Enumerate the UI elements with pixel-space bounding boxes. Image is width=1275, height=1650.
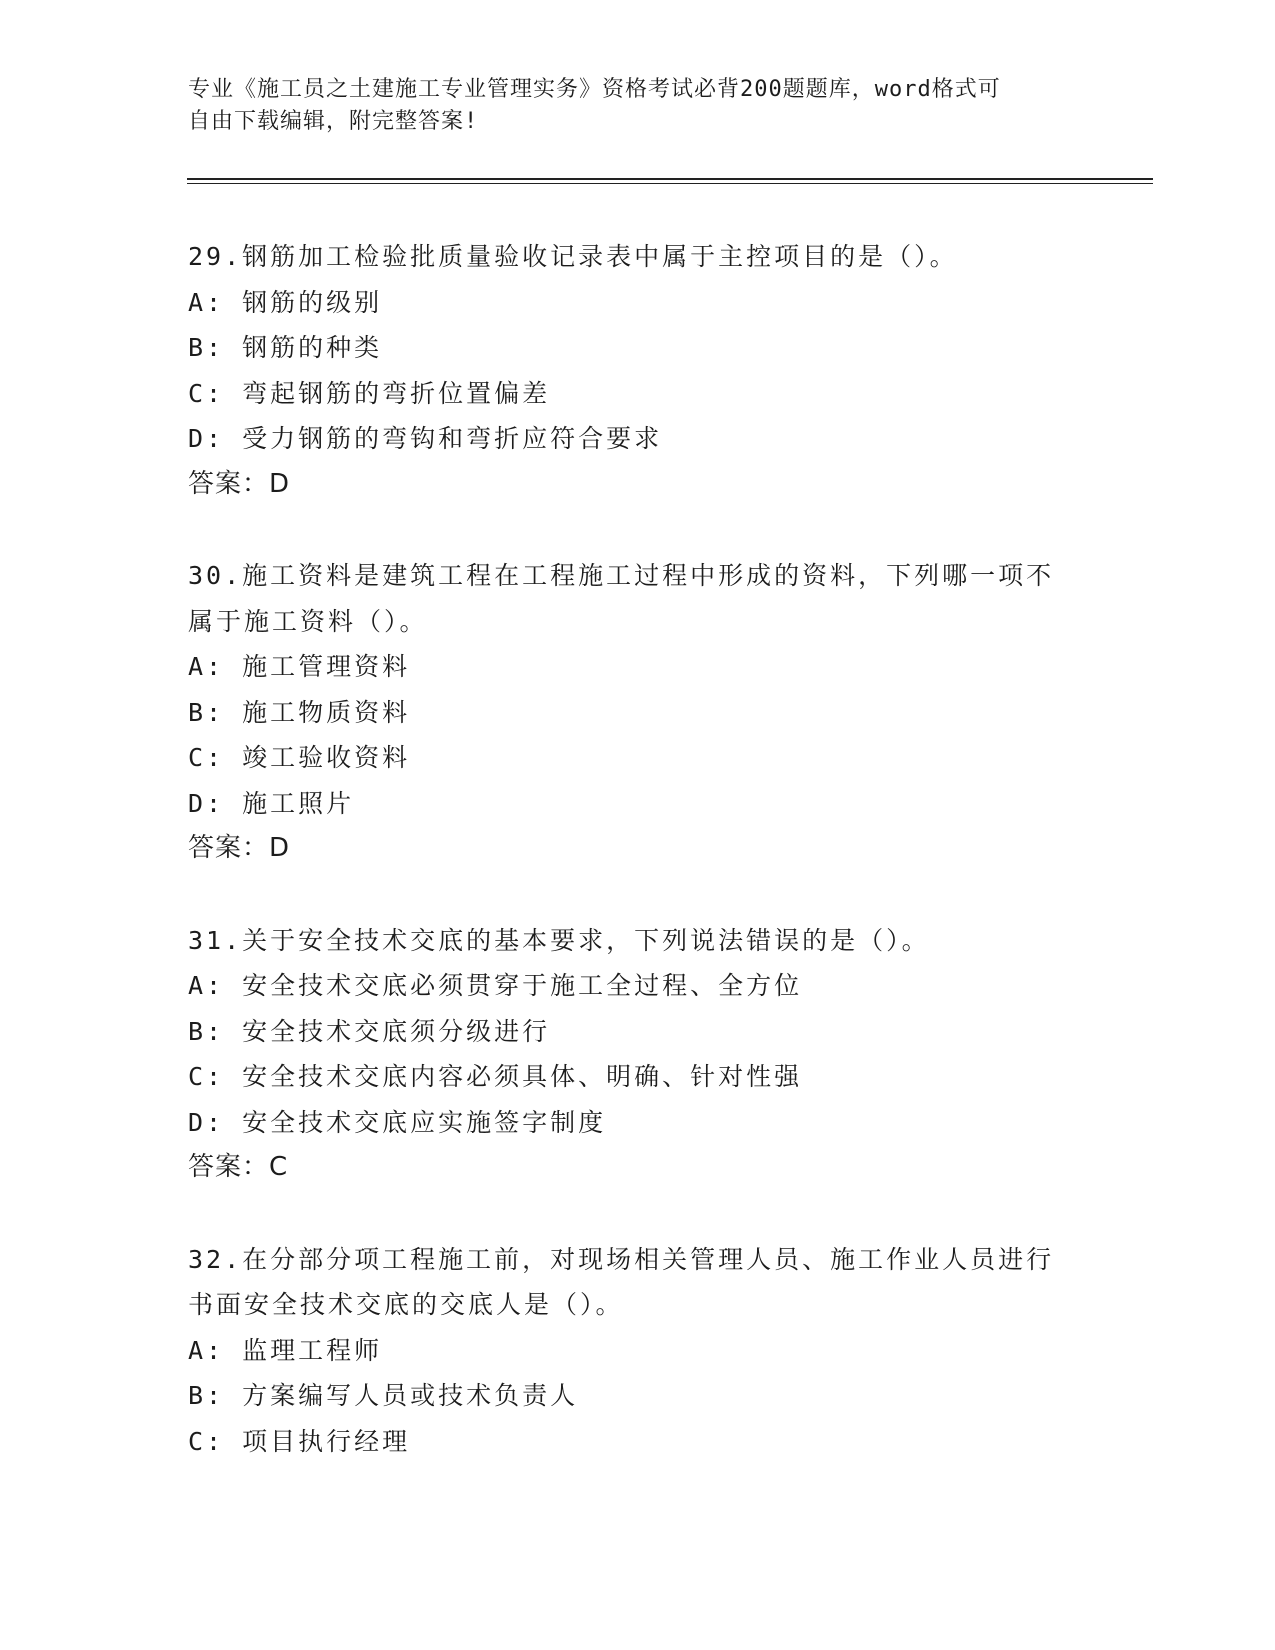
- question-stem: 29.钢筋加工检验批质量验收记录表中属于主控项目的是（）。: [188, 242, 958, 271]
- header-line-2: 自由下载编辑，附完整答案!: [188, 109, 479, 134]
- option-d: D: 安全技术交底应实施签字制度: [188, 1107, 607, 1137]
- header-divider-thin: [187, 183, 1153, 184]
- question-stem: 30.施工资料是建筑工程在工程施工过程中形成的资料，下列哪一项不: [188, 561, 1055, 590]
- option-b: B: 钢筋的种类: [188, 333, 383, 362]
- option-a: A: 安全技术交底必须贯穿于施工全过程、全方位: [188, 971, 803, 1000]
- answer: 答案：D: [188, 468, 291, 499]
- question-31: [188, 918, 1088, 1191]
- answer: 答案：C: [188, 1152, 289, 1182]
- option-c: C: 项目执行经理: [188, 1426, 411, 1456]
- option-c: C: 竣工验收资料: [188, 743, 411, 772]
- question-29: [188, 234, 1088, 507]
- option-a: A: 监理工程师: [188, 1335, 383, 1365]
- option-b: B: 方案编写人员或技术负责人: [188, 1381, 579, 1410]
- option-c: C: 弯起钢筋的弯折位置偏差: [188, 378, 551, 408]
- option-c: C: 安全技术交底内容必须具体、明确、针对性强: [188, 1062, 803, 1091]
- header-divider: [187, 178, 1153, 180]
- option-b: B: 安全技术交底须分级进行: [188, 1016, 551, 1046]
- question-stem-continued: 书面安全技术交底的交底人是（）。: [188, 1290, 624, 1319]
- question-stem: 32.在分部分项工程施工前，对现场相关管理人员、施工作业人员进行: [188, 1244, 1055, 1274]
- question-32: [188, 1237, 1088, 1465]
- header-line-1: 专业《施工员之土建施工专业管理实务》资格考试必背200题题库，word格式可: [188, 77, 1001, 102]
- option-d: D: 施工照片: [188, 788, 355, 818]
- option-a: A: 钢筋的级别: [188, 287, 383, 317]
- question-stem-continued: 属于施工资料（）。: [188, 606, 428, 636]
- question-list: [188, 234, 1088, 1510]
- option-a: A: 施工管理资料: [188, 652, 411, 681]
- option-d: D: 受力钢筋的弯钩和弯折应符合要求: [188, 424, 663, 453]
- question-stem: 31.关于安全技术交底的基本要求，下列说法错误的是（）。: [188, 925, 930, 955]
- question-30: [188, 553, 1088, 872]
- option-b: B: 施工物质资料: [188, 697, 411, 727]
- document-header: [188, 74, 1088, 138]
- answer: 答案：D: [188, 833, 291, 863]
